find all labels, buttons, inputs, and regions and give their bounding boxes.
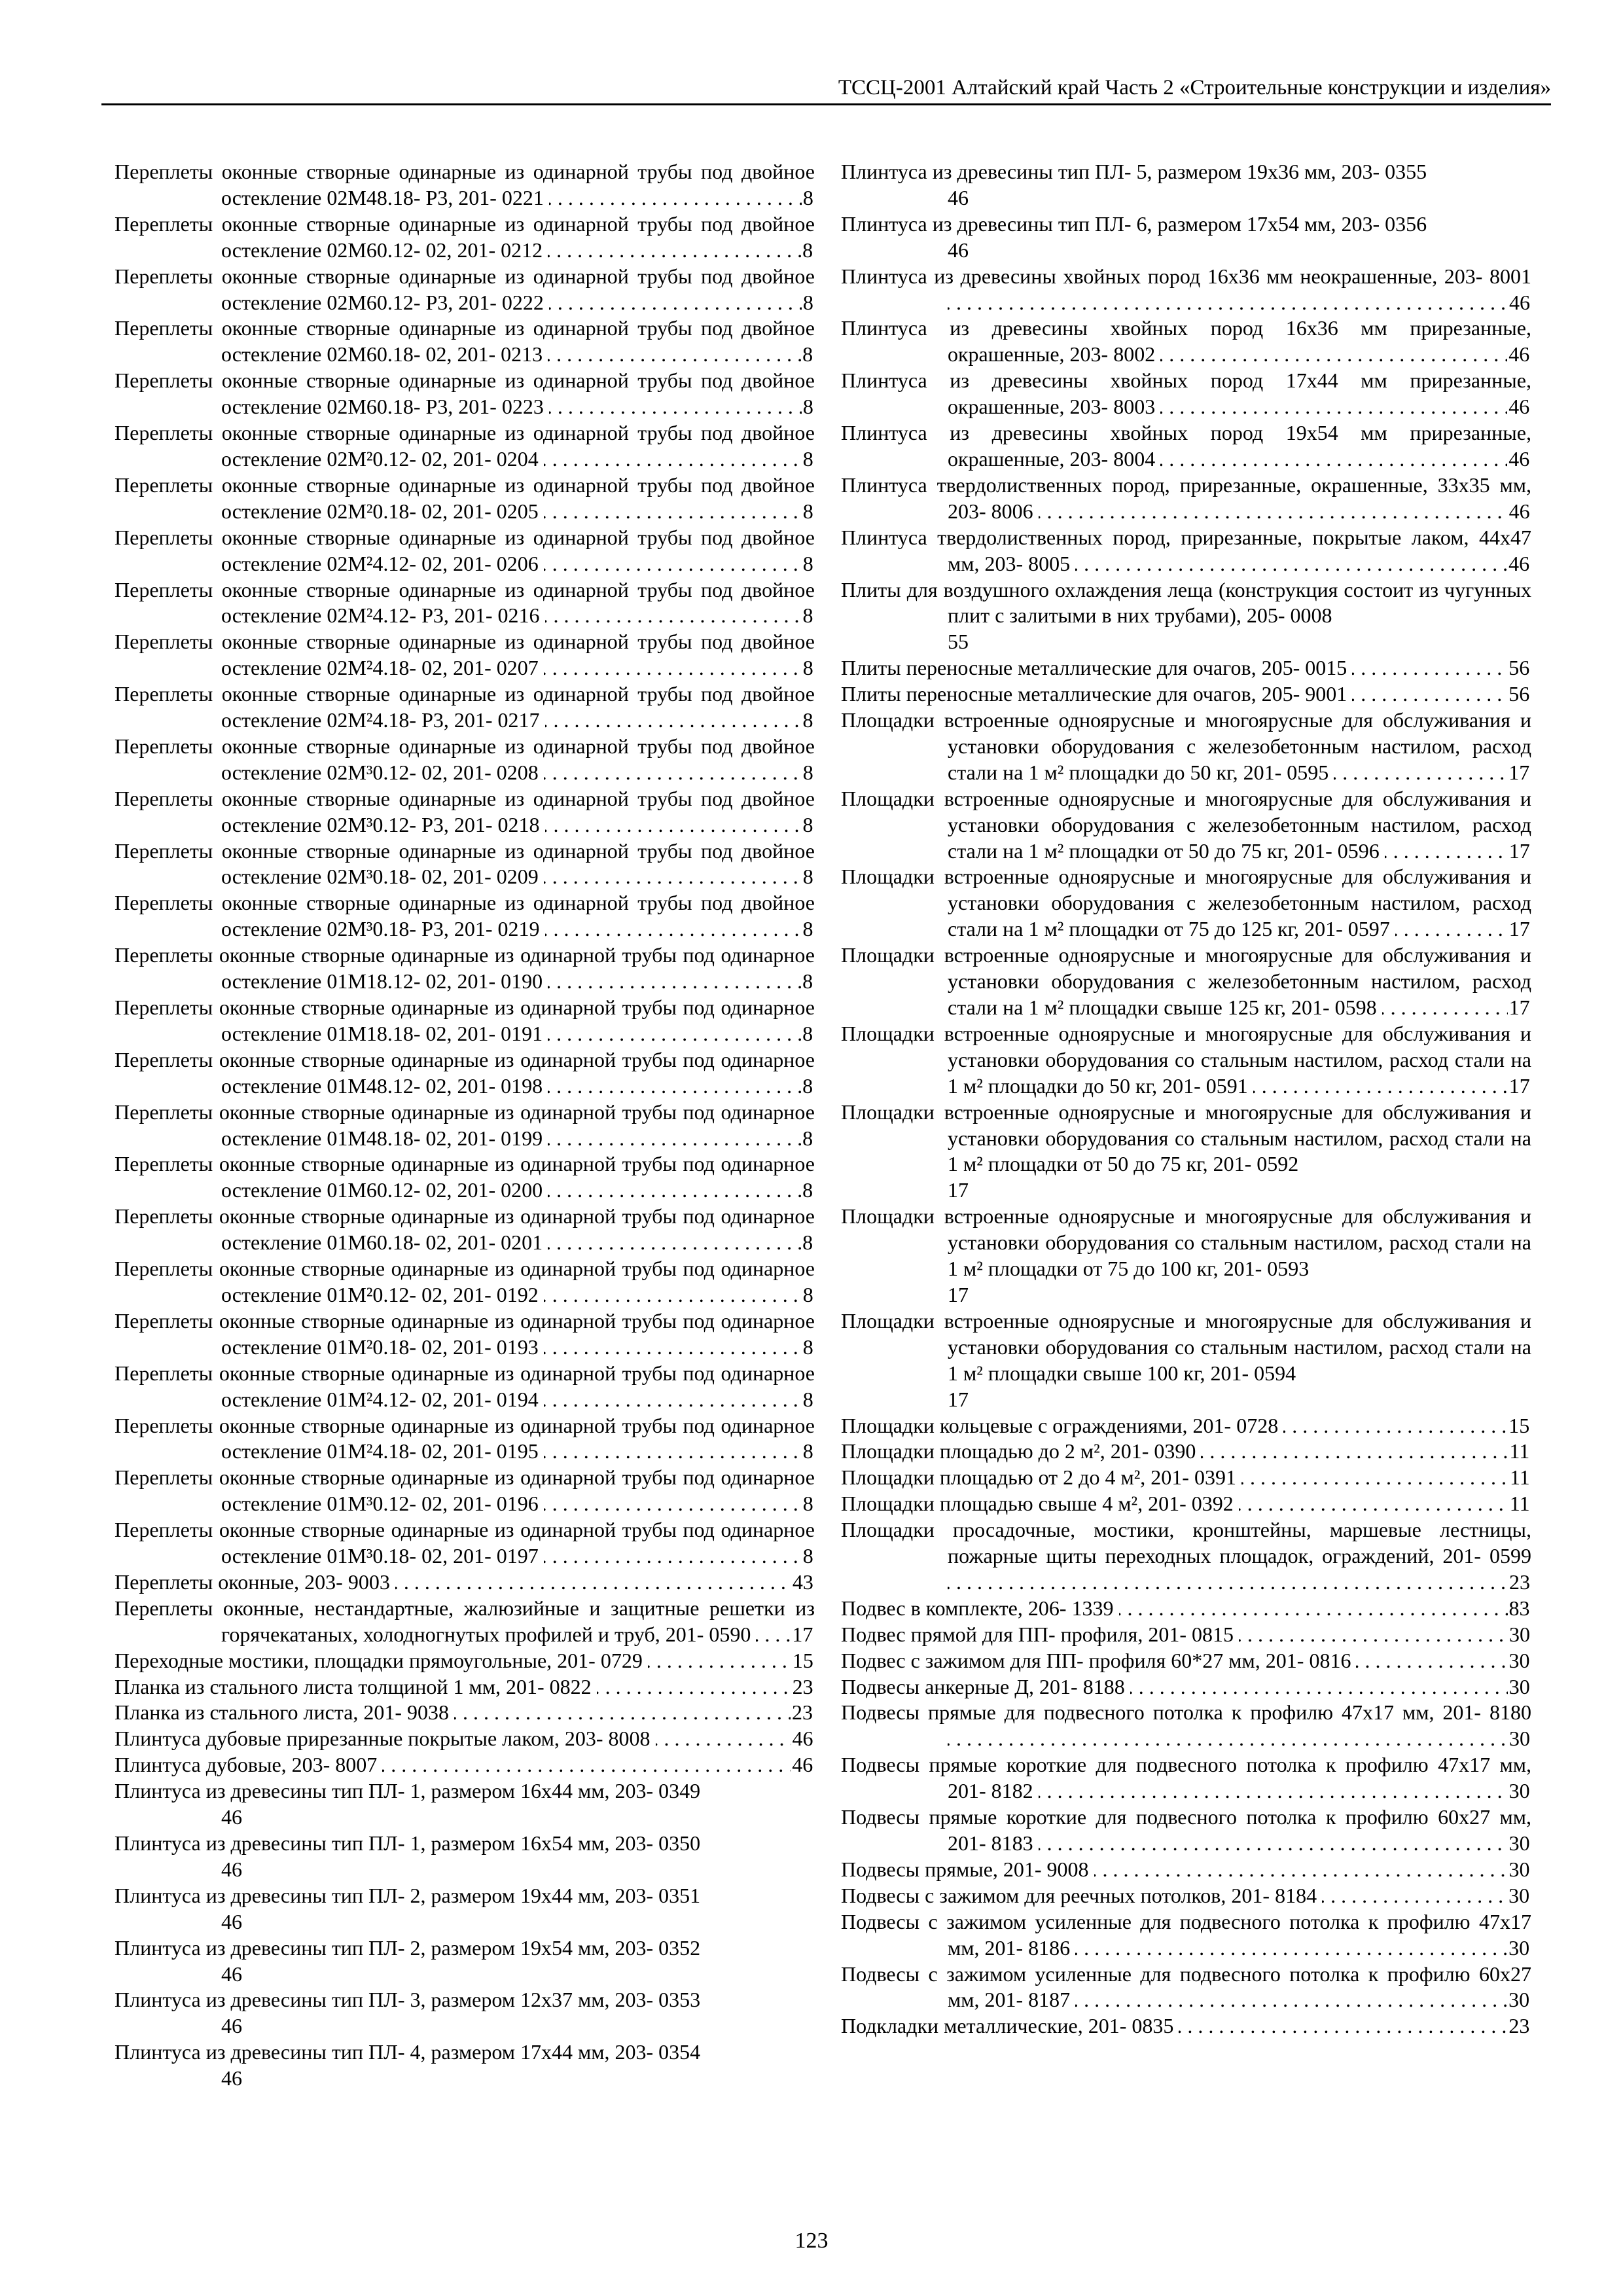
index-entry: [115, 1570, 815, 1596]
index-entry-text: Площадки площадью до 2 м², 201- 0390: [841, 1439, 1196, 1463]
index-entry-text: Переходные мостики, площадки прямоугольные, 201- 0729: [115, 1648, 643, 1672]
index-entry: [115, 1308, 815, 1361]
index-entry: [115, 681, 815, 734]
index-entry: [115, 1047, 815, 1100]
index-entry-text: Переплеты оконные створные одинарные из одинарной трубы под двойное остекление 02М60.12- 02, 201- 0212: [115, 211, 815, 262]
index-entry-page: 30: [1508, 1674, 1530, 1698]
index-entry: [115, 890, 815, 942]
index-entry-text: Площадки встроенные одноярусные и многоярусные для обслуживания и установки оборудования со стальным настилом, расход стали на 1 м² площадки от 75 до 100 кг, 201- 0593: [841, 1204, 1531, 1281]
dot-leader: [1075, 551, 1507, 577]
index-entry: [841, 1204, 1531, 1308]
dot-leader: [1385, 838, 1508, 865]
index-entry-text: Плинтуса из древесины тип ПЛ- 3, размером 12х37 мм, 203- 0353: [115, 1988, 701, 2012]
dot-leader: [1352, 681, 1507, 708]
index-entry: [841, 786, 1531, 865]
index-entry-page: 8: [802, 708, 813, 732]
index-entry-page: 8: [802, 917, 813, 941]
index-entry-page: 8: [802, 1178, 813, 1202]
index-entry-page: 55: [948, 630, 969, 654]
dot-leader: [1382, 995, 1508, 1021]
index-entry: [115, 1517, 815, 1570]
index-entry: [841, 1413, 1531, 1439]
dot-leader: [544, 864, 802, 890]
index-entry-text: Плинтуса из древесины тип ПЛ- 2, размером 19х54 мм, 203- 0352: [115, 1935, 701, 1960]
index-entry: [841, 1622, 1531, 1648]
index-entry-page: 8: [802, 551, 813, 575]
index-entry: [841, 1909, 1531, 1962]
index-entry-page: 8: [802, 1073, 813, 1098]
index-entry: [115, 1100, 815, 1152]
index-entry-page: 17: [948, 1282, 969, 1306]
dot-leader: [948, 1726, 1508, 1752]
index-entry-page: 8: [802, 1021, 813, 1045]
index-entry-text: Плиты переносные металлические для очагов, 205- 0015: [841, 656, 1347, 680]
index-entry-page: 8: [802, 185, 813, 209]
index-entry: [115, 1674, 815, 1700]
dot-leader: [1356, 1648, 1507, 1674]
index-entry: [841, 1308, 1531, 1413]
index-entry-page: 8: [802, 1230, 813, 1255]
dot-leader: [548, 342, 801, 368]
index-entry: [841, 1700, 1531, 1752]
dot-leader: [454, 1700, 791, 1726]
dot-leader: [548, 1021, 801, 1047]
index-entry: [841, 315, 1531, 368]
index-column-left: [115, 159, 815, 2092]
index-entry: [115, 1413, 815, 1465]
dot-leader: [1039, 1831, 1508, 1857]
dot-leader: [544, 551, 802, 577]
index-entry-text: Подвесы с зажимом для реечных потолков, 201- 8184: [841, 1883, 1317, 1907]
index-entry-page: 8: [802, 1335, 813, 1359]
index-entry: [841, 2013, 1531, 2039]
index-entry-text: Площадки встроенные одноярусные и многоярусные для обслуживания и установки оборудования со стальным настилом, расход стали на 1 м² площадки от 50 до 75 кг, 201- 0592: [841, 1100, 1531, 1176]
dot-leader: [548, 1126, 801, 1152]
index-entry-text: Переплеты оконные створные одинарные из одинарной трубы под одинарное остекление 01М²0.12- 02, 201- 0192: [115, 1257, 815, 1306]
dot-leader: [1201, 1439, 1508, 1465]
index-entry-text: Плинтуса из древесины тип ПЛ- 6, размером 17х54 мм, 203- 0356: [841, 211, 1427, 236]
index-entry: [841, 655, 1531, 681]
index-entry-text: Плинтуса дубовые прирезанные покрытые лаком, 203- 8008: [115, 1727, 651, 1751]
index-entry-page: 30: [1508, 1622, 1530, 1646]
index-entry-text: Плинтуса из древесины хвойных пород 19х54 мм прирезанные, окрашенные, 203- 8004: [841, 421, 1531, 471]
index-entry: [841, 1674, 1531, 1700]
index-entry: [115, 1700, 815, 1726]
index-entry-page: 43: [792, 1570, 813, 1594]
dot-leader: [549, 394, 802, 420]
index-entry-text: Плинтуса из древесины хвойных пород 16х36 мм неокрашенные, 203- 8001: [841, 264, 1531, 288]
index-entry: [115, 2039, 815, 2092]
index-entry-text: Переплеты оконные, нестандартные, жалюзийные и защитные решетки из горячекатаных, холодногнутых профилей и труб, 201- 0590: [115, 1596, 815, 1646]
index-entry-text: Площадки встроенные одноярусные и многоярусные для обслуживания и установки оборудования со стальным настилом, расход стали на 1 м² площадки свыше 100 кг, 201- 0594: [841, 1308, 1531, 1385]
index-entry-page: 30: [1508, 1988, 1530, 2012]
index-entry: [115, 1596, 815, 1648]
dot-leader: [1239, 1491, 1508, 1517]
index-entry: [115, 1151, 815, 1204]
index-entry: [115, 264, 815, 316]
index-entry-page: 30: [1508, 1831, 1530, 1855]
index-entry-page: 17: [792, 1622, 813, 1646]
index-entry: [115, 1883, 815, 1935]
dot-leader: [1130, 1674, 1508, 1700]
index-entry-text: Площадки встроенные одноярусные и многоярусные для обслуживания и установки оборудования с железобетонным настилом, расход стали на 1 м² площадки от 75 до 125 кг, 201- 0597: [841, 865, 1531, 941]
index-entry: [841, 420, 1531, 473]
dot-leader: [656, 1726, 791, 1752]
index-entry-text: Переплеты оконные створные одинарные из одинарной трубы под одинарное остекление 01М²4.12- 02, 201- 0194: [115, 1361, 815, 1411]
index-entry-page: 15: [1508, 1413, 1530, 1437]
index-entry: [841, 1021, 1531, 1100]
dot-leader: [544, 1543, 802, 1570]
index-entry: [115, 420, 815, 473]
index-entry-text: Плинтуса из древесины хвойных пород 16х36 мм прирезанные, окрашенные, 203- 8002: [841, 316, 1531, 367]
index-entry: [115, 473, 815, 525]
index-entry: [115, 1361, 815, 1413]
index-entry-page: 46: [792, 1727, 813, 1751]
index-entry-text: Переплеты оконные створные одинарные из одинарной трубы под одинарное остекление 01М48.12- 02, 201- 0198: [115, 1047, 815, 1098]
index-entry-page: 46: [221, 1805, 242, 1829]
index-entry: [841, 1465, 1531, 1491]
dot-leader: [544, 1491, 802, 1517]
index-entry: [115, 1778, 815, 1831]
index-entry-text: Переплеты оконные створные одинарные из одинарной трубы под двойное остекление 02М60.18- Р3, 201- 0223: [115, 368, 815, 419]
dot-leader: [548, 1177, 801, 1204]
index-entry-text: Переплеты оконные створные одинарные из одинарной трубы под одинарное остекление 01М³0.18- 02, 201- 0197: [115, 1518, 815, 1568]
dot-leader: [1119, 1596, 1508, 1622]
index-entry-text: Площадки площадью от 2 до 4 м², 201- 0391: [841, 1465, 1236, 1490]
index-entry-text: Переплеты оконные створные одинарные из одинарной трубы под двойное остекление 02М³0.12- 02, 201- 0208: [115, 734, 815, 784]
index-entry-text: Переплеты оконные, 203- 9003: [115, 1570, 390, 1594]
index-entry: [115, 1726, 815, 1752]
dot-leader: [1322, 1883, 1507, 1909]
index-entry-text: Переплеты оконные створные одинарные из одинарной трубы под одинарное остекление 01М60.12- 02, 201- 0200: [115, 1152, 815, 1202]
index-entry: [115, 315, 815, 368]
dot-leader: [1283, 1413, 1507, 1439]
index-entry: [115, 734, 815, 786]
index-entry-text: Переплеты оконные створные одинарные из одинарной трубы под двойное остекление 02М48.18- Р3, 201- 0221: [115, 160, 815, 209]
index-entry-text: Подвесы прямые, 201- 9008: [841, 1857, 1089, 1881]
index-entry-page: 17: [948, 1387, 969, 1411]
index-entry-text: Площадки встроенные одноярусные и многоярусные для обслуживания и установки оборудования со стальным настилом, расход стали на 1 м² площадки до 50 кг, 201- 0591: [841, 1021, 1531, 1098]
index-entry: [115, 211, 815, 264]
index-entry-page: 46: [221, 1857, 242, 1881]
index-entry: [841, 1857, 1531, 1883]
page-number: 123: [794, 2229, 829, 2253]
index-entry: [841, 864, 1531, 942]
index-entry-page: 15: [792, 1648, 813, 1672]
index-entry: [841, 1100, 1531, 1204]
dot-leader: [948, 290, 1508, 316]
index-entry-text: Переплеты оконные створные одинарные из одинарной трубы под двойное остекление 02М³0.18- Р3, 201- 0219: [115, 891, 815, 941]
index-entry-page: 46: [1509, 290, 1530, 314]
dot-leader: [549, 185, 802, 211]
index-entry: [841, 1491, 1531, 1517]
index-entry-text: Подвес с зажимом для ПП- профиля 60*27 мм, 201- 0816: [841, 1648, 1351, 1672]
index-entry-text: Переплеты оконные створные одинарные из одинарной трубы под двойное остекление 02М²4.12- 02, 201- 0206: [115, 525, 815, 575]
index-entry: [841, 473, 1531, 525]
index-entry: [841, 942, 1531, 1021]
index-entry-page: 17: [948, 1178, 969, 1202]
index-entry-text: Площадки встроенные одноярусные и многоярусные для обслуживания и установки оборудования с железобетонным настилом, расход стали на 1 м² площадки до 50 кг, 201- 0595: [841, 708, 1531, 784]
index-entry: [115, 1465, 815, 1517]
dot-leader: [1395, 916, 1508, 942]
index-entry-page: 8: [802, 812, 813, 836]
index-entry-page: 46: [792, 1753, 813, 1777]
index-entry-page: 8: [802, 603, 813, 628]
index-entry: [115, 1256, 815, 1308]
index-entry-page: 46: [221, 1962, 242, 1986]
dot-leader: [1253, 1073, 1508, 1100]
index-entry-page: 30: [1508, 1883, 1530, 1907]
index-entry: [841, 1596, 1531, 1622]
index-entry-page: 46: [1508, 446, 1530, 471]
index-column-right: [841, 159, 1531, 2039]
index-entry: [115, 838, 815, 891]
index-entry-text: Переплеты оконные створные одинарные из одинарной трубы под двойное остекление 02М²4.18- Р3, 201- 0217: [115, 682, 815, 732]
index-entry-page: 8: [802, 499, 813, 523]
running-header: ТССЦ-2001 Алтайский край Часть 2 «Строительные конструкции и изделия»: [838, 76, 1551, 99]
dot-leader: [544, 1439, 802, 1465]
index-entry-page: 17: [1508, 917, 1530, 941]
index-entry-page: 46: [1508, 551, 1530, 575]
dot-leader: [548, 238, 801, 264]
index-entry-text: Переплеты оконные створные одинарные из одинарной трубы под двойное остекление 02М²0.18- 02, 201- 0205: [115, 473, 815, 523]
index-entry: [115, 1648, 815, 1674]
index-entry-page: 46: [1508, 499, 1530, 523]
index-entry: [841, 1439, 1531, 1465]
index-entry-text: Переплеты оконные створные одинарные из одинарной трубы под одинарное остекление 01М60.18- 02, 201- 0201: [115, 1204, 815, 1255]
index-entry-text: Площадки кольцевые с ограждениями, 201- 0728: [841, 1413, 1279, 1437]
dot-leader: [1075, 1935, 1507, 1962]
index-entry-page: 56: [1508, 682, 1530, 706]
dot-leader: [1352, 655, 1507, 681]
index-entry-page: 46: [221, 1909, 242, 1933]
index-entry: [841, 211, 1531, 264]
index-entry-page: 8: [802, 760, 813, 784]
dot-leader: [544, 760, 802, 786]
index-entry-text: Подвесы анкерные Д, 201- 8188: [841, 1674, 1125, 1698]
index-entry: [115, 1987, 815, 2039]
dot-leader: [548, 1230, 801, 1256]
dot-leader: [1160, 342, 1507, 368]
index-entry-page: 8: [802, 446, 813, 471]
index-entry: [841, 1804, 1531, 1857]
index-entry: [841, 1648, 1531, 1674]
index-entry-page: 30: [1508, 1648, 1530, 1672]
dot-leader: [395, 1570, 791, 1596]
index-entry-page: 8: [802, 1492, 813, 1516]
index-entry-text: Переплеты оконные створные одинарные из одинарной трубы под одинарное остекление 01М²0.18- 02, 201- 0193: [115, 1308, 815, 1359]
dot-leader: [549, 290, 802, 316]
index-entry-page: 46: [1508, 342, 1530, 367]
index-entry-page: 17: [1508, 1073, 1530, 1098]
dot-leader: [548, 969, 801, 995]
index-entry-text: Плинтуса из древесины тип ПЛ- 4, размером 17х44 мм, 203- 0354: [115, 2040, 701, 2064]
index-entry-text: Переплеты оконные створные одинарные из одинарной трубы под одинарное остекление 01М³0.12- 02, 201- 0196: [115, 1465, 815, 1516]
index-entry-page: 11: [1509, 1465, 1530, 1490]
index-entry: [115, 942, 815, 995]
dot-leader: [548, 1073, 801, 1100]
index-entry-page: 17: [1508, 996, 1530, 1019]
index-entry: [115, 1935, 815, 1988]
dot-leader: [1241, 1465, 1508, 1491]
index-entry-text: Переплеты оконные створные одинарные из одинарной трубы под двойное остекление 02М²4.18- 02, 201- 0207: [115, 630, 815, 680]
index-entry: [115, 525, 815, 577]
index-entry: [115, 577, 815, 630]
index-entry-text: Переплеты оконные створные одинарные из одинарной трубы под двойное остекление 02М²0.12- 02, 201- 0204: [115, 421, 815, 471]
index-entry-page: 30: [1509, 1727, 1530, 1751]
index-entry: [841, 1517, 1531, 1596]
index-entry: [841, 1883, 1531, 1909]
dot-leader: [544, 1335, 802, 1361]
index-entry-page: 23: [792, 1700, 813, 1725]
index-entry-text: Плинтуса из древесины тип ПЛ- 5, размером 19х36 мм, 203- 0355: [841, 160, 1427, 183]
index-entry: [841, 368, 1531, 420]
dot-leader: [544, 446, 802, 473]
dot-leader: [545, 708, 802, 734]
dot-leader: [648, 1648, 791, 1674]
dot-leader: [756, 1622, 791, 1648]
dot-leader: [545, 916, 802, 942]
index-entry: [115, 159, 815, 211]
dot-leader: [1094, 1857, 1508, 1883]
index-entry-text: Подвес прямой для ПП- профиля, 201- 0815: [841, 1622, 1234, 1646]
index-entry-text: Планка из стального листа толщиной 1 мм, 201- 0822: [115, 1674, 592, 1698]
dot-leader: [544, 655, 802, 681]
index-entry-page: 23: [792, 1674, 813, 1698]
index-entry-page: 8: [802, 238, 813, 262]
index-entry-text: Плинтуса из древесины тип ПЛ- 2, размером 19х44 мм, 203- 0351: [115, 1883, 701, 1907]
index-entry: [115, 629, 815, 681]
index-entry-page: 46: [221, 2014, 242, 2038]
index-entry-page: 8: [802, 656, 813, 680]
index-entry: [115, 1204, 815, 1256]
index-entry-text: Плинтуса из древесины тип ПЛ- 1, размером 16х54 мм, 203- 0350: [115, 1831, 701, 1855]
index-entry: [115, 995, 815, 1047]
index-entry-text: Площадки площадью свыше 4 м², 201- 0392: [841, 1492, 1234, 1516]
index-entry-text: Плинтуса из древесины хвойных пород 17х44 мм прирезанные, окрашенные, 203- 8003: [841, 368, 1531, 419]
index-entry-page: 8: [802, 1544, 813, 1568]
index-entry-text: Площадки встроенные одноярусные и многоярусные для обслуживания и установки оборудования с железобетонным настилом, расход стали на 1 м² площадки от 50 до 75 кг, 201- 0596: [841, 786, 1531, 863]
index-entry-text: Плиты переносные металлические для очагов, 205- 9001: [841, 682, 1347, 706]
index-entry-page: 23: [1509, 1570, 1530, 1594]
dot-leader: [1239, 1622, 1508, 1648]
index-entry-text: Переплеты оконные створные одинарные из одинарной трубы под двойное остекление 02М³0.18- 02, 201- 0209: [115, 838, 815, 889]
index-entry-text: Подвесы с зажимом усиленные для подвесного потолка к профилю 60х27 мм, 201- 8187: [841, 1962, 1531, 2012]
dot-leader: [544, 499, 802, 525]
index-entry-text: Подвесы прямые для подвесного потолка к профилю 47х17 мм, 201- 8180: [841, 1700, 1531, 1725]
index-entry-page: 56: [1508, 656, 1530, 680]
index-entry-page: 11: [1509, 1439, 1530, 1463]
index-entry: [841, 1962, 1531, 2014]
dot-leader: [544, 1387, 802, 1413]
dot-leader: [1179, 2013, 1507, 2039]
index-entry-page: 8: [802, 1439, 813, 1463]
index-entry-text: Переплеты оконные створные одинарные из одинарной трубы под двойное остекление 02М60.18- 02, 201- 0213: [115, 316, 815, 367]
index-entry-text: Планка из стального листа, 201- 9038: [115, 1700, 450, 1725]
index-entry-page: 8: [802, 1282, 813, 1306]
index-entry-page: 8: [802, 969, 813, 994]
index-entry-text: Плиты для воздушного охлаждения леща (конструкция состоит из чугунных плит с залитыми в них трубами), 205- 0008: [841, 577, 1531, 628]
index-entry-text: Подвесы с зажимом усиленные для подвесного потолка к профилю 47х17 мм, 201- 8186: [841, 1909, 1531, 1960]
index-entry-page: 8: [802, 395, 813, 419]
index-entry: [841, 159, 1531, 211]
index-entry: [841, 1752, 1531, 1804]
index-entry-text: Переплеты оконные створные одинарные из одинарной трубы под двойное остекление 02М³0.12- Р3, 201- 0218: [115, 786, 815, 836]
index-entry-text: Переплеты оконные створные одинарные из одинарной трубы под одинарное остекление 01М18.18- 02, 201- 0191: [115, 996, 815, 1045]
dot-leader: [1039, 1778, 1508, 1804]
index-entry-page: 8: [802, 865, 813, 889]
index-entry: [115, 368, 815, 420]
index-entry-text: Площадки просадочные, мостики, кронштейны, маршевые лестницы, пожарные щиты переходных площадок, ограждений, 201- 0599: [841, 1518, 1531, 1568]
index-entry-page: 46: [1508, 395, 1530, 419]
index-entry-page: 46: [948, 185, 969, 209]
index-entry: [115, 1831, 815, 1883]
index-entry-text: Плинтуса дубовые, 203- 8007: [115, 1753, 378, 1777]
index-entry-page: 11: [1509, 1492, 1530, 1516]
index-entry-page: 30: [1508, 1857, 1530, 1881]
dot-leader: [1160, 446, 1507, 473]
dot-leader: [1039, 499, 1508, 525]
index-entry-page: 30: [1508, 1935, 1530, 1960]
dot-leader: [948, 1570, 1508, 1596]
index-entry-text: Переплеты оконные створные одинарные из одинарной трубы под двойное остекление 02М²4.12- Р3, 201- 0216: [115, 577, 815, 628]
index-entry: [841, 708, 1531, 786]
dot-leader: [382, 1752, 791, 1778]
index-entry-page: 8: [802, 342, 813, 367]
index-entry-page: 23: [1508, 2014, 1530, 2038]
dot-leader: [1160, 394, 1507, 420]
index-entry-text: Переплеты оконные створные одинарные из одинарной трубы под двойное остекление 02М60.12- Р3, 201- 0222: [115, 264, 815, 314]
dot-leader: [597, 1674, 791, 1700]
header-rule: [101, 103, 1551, 105]
index-entry: [841, 577, 1531, 656]
index-entry-text: Плинтуса твердолиственных пород, прирезанные, окрашенные, 33х35 мм, 203- 8006: [841, 473, 1531, 523]
index-entry: [841, 681, 1531, 708]
index-entry-text: Переплеты оконные створные одинарные из одинарной трубы под одинарное остекление 01М²4.18- 02, 201- 0195: [115, 1413, 815, 1463]
index-entry-text: Подкладки металлические, 201- 0835: [841, 2014, 1174, 2038]
index-entry-page: 30: [1508, 1779, 1530, 1803]
index-entry-page: 46: [948, 238, 969, 262]
index-entry: [841, 525, 1531, 577]
index-entry-text: Подвесы прямые короткие для подвесного потолка к профилю 60х27 мм, 201- 8183: [841, 1805, 1531, 1855]
index-entry-page: 8: [802, 290, 813, 314]
index-entry: [115, 1752, 815, 1778]
dot-leader: [1075, 1987, 1507, 2013]
index-entry-text: Переплеты оконные створные одинарные из одинарной трубы под одинарное остекление 01М18.12- 02, 201- 0190: [115, 943, 815, 994]
index-entry-text: Подвесы прямые короткие для подвесного потолка к профилю 47х17 мм, 201- 8182: [841, 1753, 1531, 1803]
index-entry-text: Плинтуса из древесины тип ПЛ- 1, размером 16х44 мм, 203- 0349: [115, 1779, 701, 1803]
index-entry: [841, 264, 1531, 316]
index-entry-text: Площадки встроенные одноярусные и многоярусные для обслуживания и установки оборудования с железобетонным настилом, расход стали на 1 м² площадки свыше 125 кг, 201- 0598: [841, 943, 1531, 1019]
dot-leader: [545, 812, 802, 838]
dot-leader: [545, 603, 802, 629]
index-entry-page: 17: [1508, 760, 1530, 784]
index-entry-page: 17: [1508, 838, 1530, 863]
index-entry-page: 83: [1508, 1596, 1530, 1620]
index-entry-text: Плинтуса твердолиственных пород, прирезанные, покрытые лаком, 44х47 мм, 203- 8005: [841, 525, 1531, 575]
index-entry-page: 8: [802, 1126, 813, 1150]
index-entry-page: 46: [221, 2066, 242, 2090]
index-entry-text: Подвес в комплекте, 206- 1339: [841, 1596, 1114, 1620]
dot-leader: [544, 1282, 802, 1308]
dot-leader: [1334, 760, 1507, 786]
index-entry-page: 8: [802, 1387, 813, 1411]
index-entry: [115, 786, 815, 838]
index-entry-text: Переплеты оконные створные одинарные из одинарной трубы под одинарное остекление 01М48.18- 02, 201- 0199: [115, 1100, 815, 1150]
